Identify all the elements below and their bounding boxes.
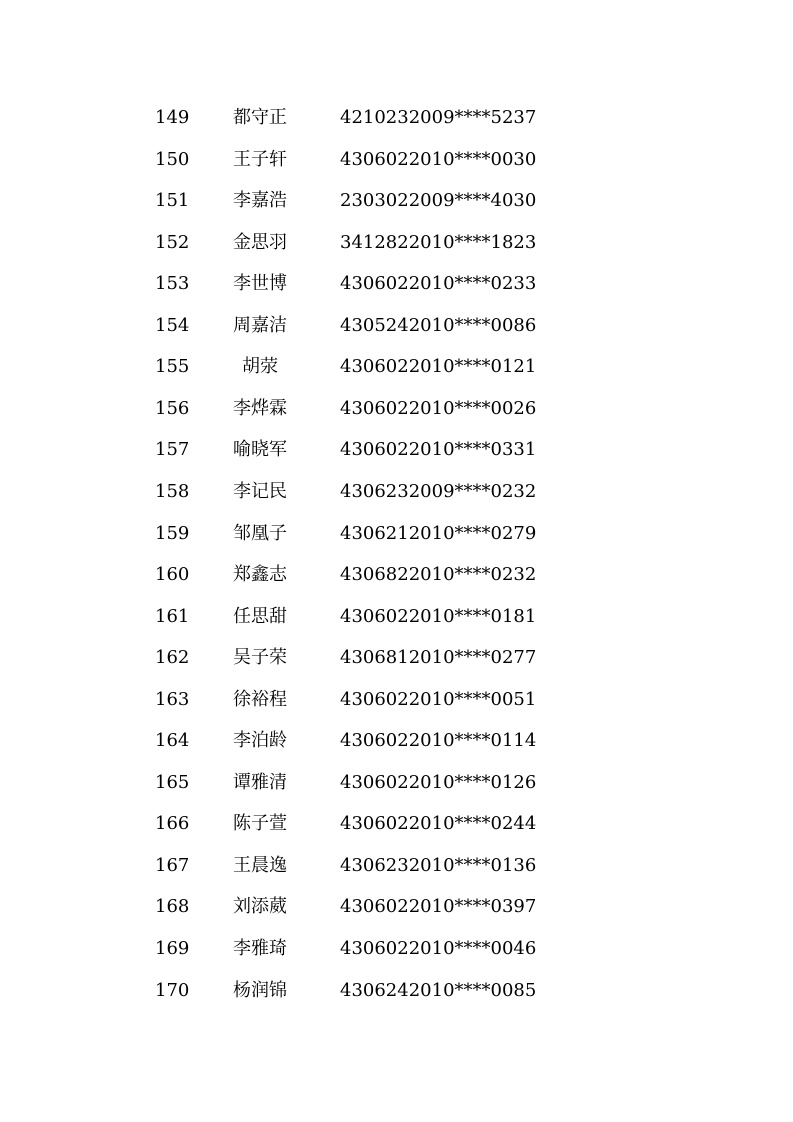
id-number: 4306242010****0085 (340, 979, 537, 1001)
row-number: 149 (155, 107, 190, 128)
table-row (0, 519, 793, 549)
row-number: 156 (155, 397, 190, 419)
table-row (0, 145, 793, 175)
table-row (0, 976, 793, 1006)
id-number: 4306232010****0136 (340, 854, 537, 876)
table-row (0, 560, 793, 590)
id-number: 4306212010****0279 (340, 522, 537, 544)
id-number: 4306022010****0026 (340, 397, 537, 419)
student-name: 刘添葳 (233, 896, 287, 918)
id-number: 4306022010****0181 (340, 605, 537, 627)
id-number: 4306022010****0126 (340, 771, 537, 793)
id-number: 4306022010****0331 (340, 439, 537, 461)
row-number: 157 (155, 439, 190, 461)
table-row (0, 435, 793, 465)
id-number: 4306022010****0397 (340, 896, 537, 918)
student-name: 金思羽 (233, 231, 287, 253)
student-name: 谭雅清 (233, 771, 287, 793)
id-number: 4306022010****0233 (340, 273, 537, 295)
table-row (0, 394, 793, 424)
student-name: 都守正 (233, 107, 287, 128)
id-number: 4306022010****0046 (340, 938, 537, 959)
id-number: 4305242010****0086 (340, 314, 537, 336)
table-row (0, 477, 793, 507)
table-row (0, 311, 793, 341)
table-row (0, 685, 793, 715)
row-number: 155 (155, 356, 190, 378)
row-number: 165 (155, 771, 190, 793)
student-name: 郑鑫志 (233, 564, 287, 586)
id-number: 4306022010****0114 (340, 730, 537, 752)
row-number: 151 (155, 190, 190, 212)
student-name: 杨润锦 (233, 979, 287, 1001)
row-number: 158 (155, 480, 190, 502)
table-row (0, 934, 793, 964)
table-row (0, 602, 793, 632)
student-name: 王晨逸 (233, 854, 287, 876)
student-name: 李世博 (233, 273, 287, 295)
row-number: 169 (155, 938, 190, 959)
id-number: 2303022009****4030 (340, 190, 537, 212)
row-number: 167 (155, 854, 190, 876)
student-name: 吴子荣 (233, 647, 287, 669)
student-name: 陈子萱 (233, 813, 287, 835)
id-number: 4306812010****0277 (340, 647, 537, 669)
row-number: 162 (155, 647, 190, 669)
id-number: 4306232009****0232 (340, 480, 537, 502)
table-row (0, 269, 793, 299)
row-number: 160 (155, 564, 190, 586)
id-number: 4306022010****0051 (340, 688, 537, 710)
row-number: 166 (155, 813, 190, 835)
table-row (0, 186, 793, 216)
student-name: 邹凰子 (233, 522, 287, 544)
student-name: 李嘉浩 (233, 190, 287, 212)
table-row (0, 851, 793, 881)
row-number: 164 (155, 730, 190, 752)
row-number: 170 (155, 979, 190, 1001)
row-number: 163 (155, 688, 190, 710)
row-number: 161 (155, 605, 190, 627)
row-number: 150 (155, 148, 190, 170)
row-number: 154 (155, 314, 190, 336)
table-row (0, 809, 793, 839)
row-number: 168 (155, 896, 190, 918)
student-name: 李泊龄 (233, 730, 287, 752)
student-name: 李烨霖 (233, 397, 287, 419)
student-name: 李雅琦 (233, 938, 287, 959)
id-number: 4306822010****0232 (340, 564, 537, 586)
student-name: 周嘉洁 (233, 314, 287, 336)
table-row (0, 768, 793, 798)
table-row (0, 643, 793, 673)
row-number: 152 (155, 231, 190, 253)
student-name: 喻晓军 (233, 439, 287, 461)
student-name: 任思甜 (233, 605, 287, 627)
table-row (0, 228, 793, 258)
id-number: 4306022010****0030 (340, 148, 537, 170)
student-name: 徐裕程 (233, 688, 287, 710)
student-name: 李记民 (233, 480, 287, 502)
id-number: 4306022010****0121 (340, 356, 537, 378)
table-row (0, 892, 793, 922)
table-row (0, 726, 793, 756)
id-number: 4210232009****5237 (340, 107, 537, 128)
table-row (0, 352, 793, 382)
student-name: 王子轩 (233, 148, 287, 170)
row-number: 153 (155, 273, 190, 295)
row-number: 159 (155, 522, 190, 544)
table-row (0, 103, 793, 133)
id-number: 4306022010****0244 (340, 813, 537, 835)
id-number: 3412822010****1823 (340, 231, 537, 253)
student-name: 胡荥 (242, 356, 278, 378)
